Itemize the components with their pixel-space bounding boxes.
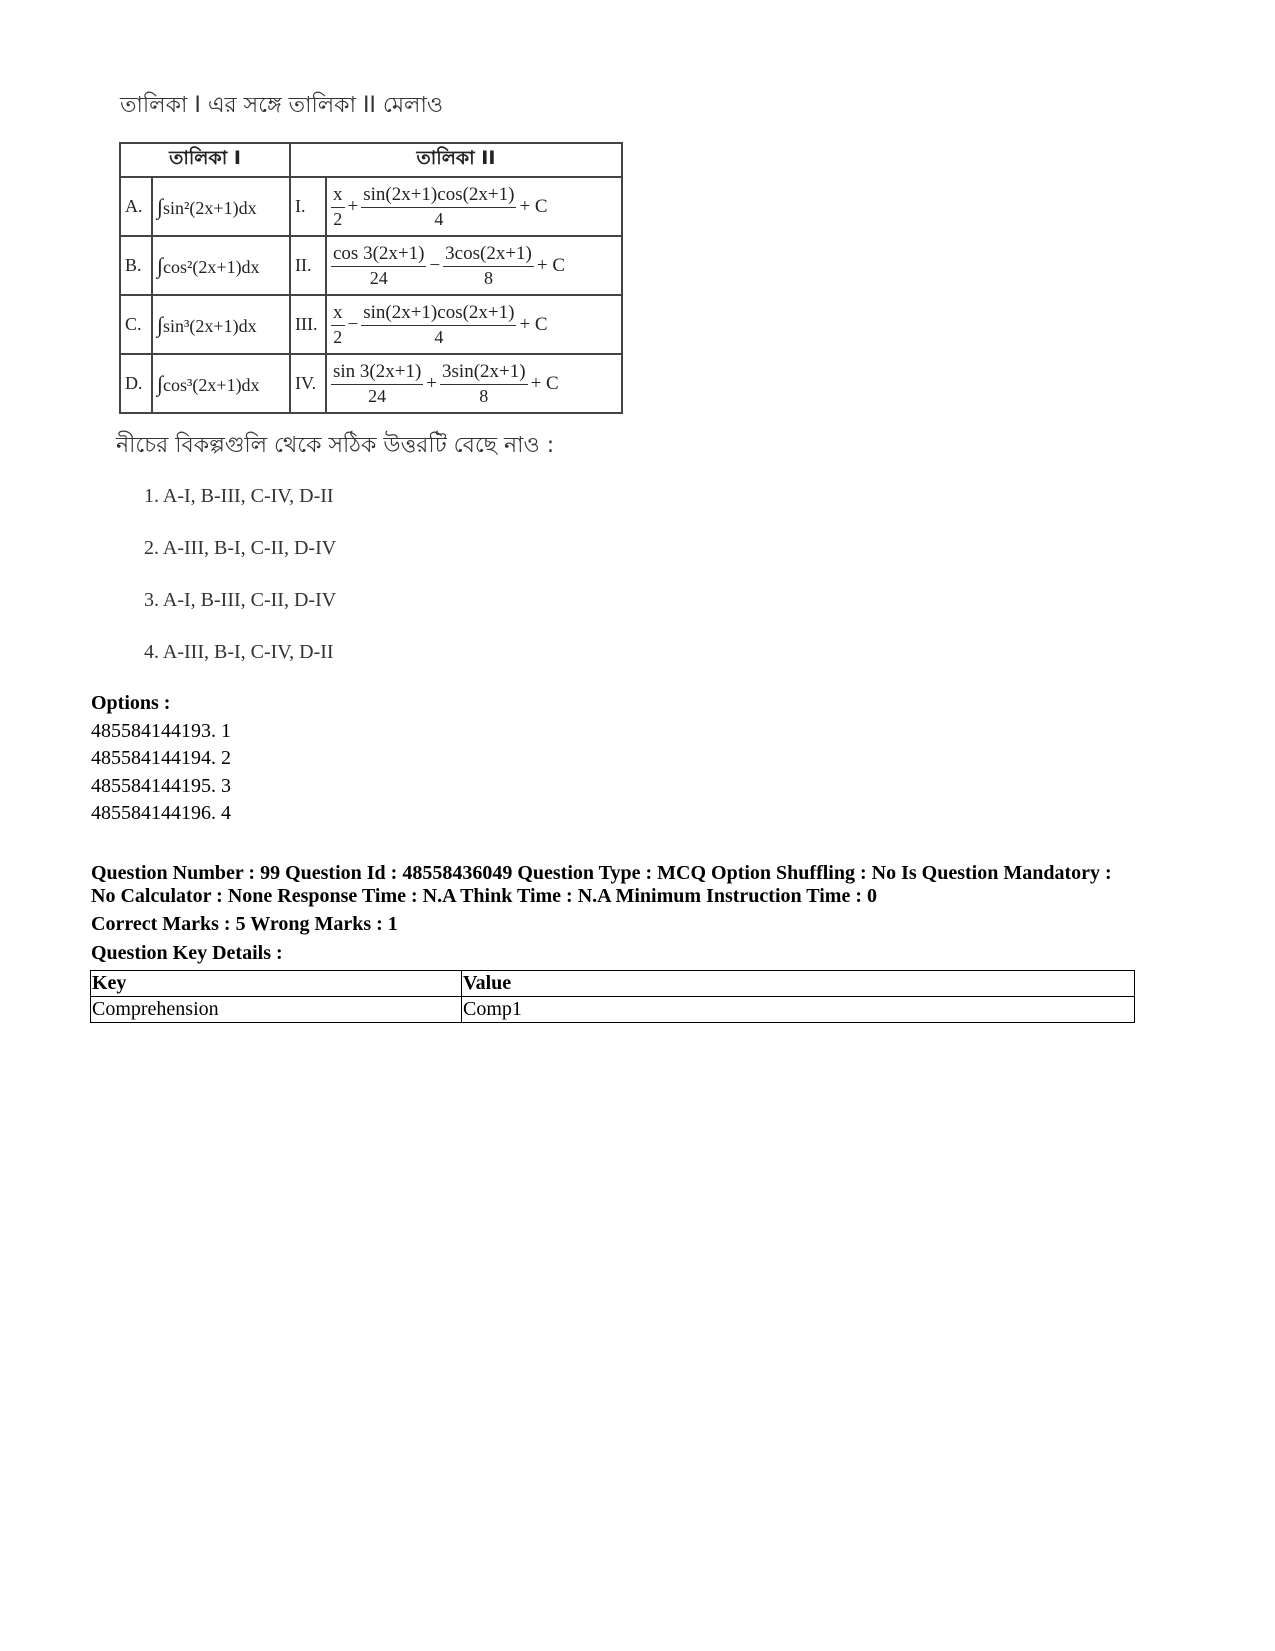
match-table-header-row: [120, 143, 622, 177]
integral-cell: [152, 236, 290, 295]
expression-cell: $\frac{x}{2}$ − $\frac{\sin(2x+1)\cos(2x+1)}{4}$ + C: [326, 295, 622, 354]
options-heading: Options :: [91, 692, 171, 714]
question-figure: [112, 80, 672, 700]
option-item: 485584144196. 4: [91, 802, 231, 824]
integral-icon: ∫: [157, 311, 164, 337]
integral-icon: ∫: [157, 370, 164, 396]
row-letter: D.: [120, 354, 152, 413]
integrand: sin³(2x+1)dx: [163, 315, 257, 336]
row-roman: II.: [290, 236, 326, 295]
choice-item: 3. A-I, B-III, C-II, D-IV: [144, 589, 337, 611]
row-roman: III.: [290, 295, 326, 354]
key-table-header-row: [91, 971, 1135, 997]
list-one-header: তালিকা I: [120, 143, 290, 177]
expression-cell: $\frac{x}{2}$ + $\frac{\sin(2x+1)\cos(2x+1)}{4}$ + C: [326, 177, 622, 236]
question-meta-line: Question Number : 99 Question Id : 48558436049 Question Type : MCQ Option Shuffling : No Is Question Mandatory :: [91, 862, 1112, 884]
list-two-header: তালিকা II: [290, 143, 622, 177]
fraction: $\frac{\sin 3(2x+1)}{24}$: [333, 361, 422, 406]
question-meta-line: No Calculator : None Response Time : N.A Think Time : N.A Minimum Instruction Time : 0: [91, 885, 877, 907]
integral-cell: [152, 295, 290, 354]
fraction: $\frac{x}{2}$: [333, 302, 343, 347]
integral-icon: ∫: [157, 193, 164, 219]
match-table-row: [120, 177, 622, 236]
fraction: $\frac{3\sin(2x+1)}{8}$: [442, 361, 526, 406]
match-table-row: [120, 354, 622, 413]
key-column-header: Key: [91, 971, 462, 997]
integral-icon: ∫: [157, 252, 164, 278]
option-item: 485584144193. 1: [91, 719, 231, 742]
row-letter: C.: [120, 295, 152, 354]
key-cell: Comprehension: [91, 997, 462, 1023]
choice-item: 4. A-III, B-I, C-IV, D-II: [144, 641, 334, 663]
row-roman: IV.: [290, 354, 326, 413]
integrand: cos²(2x+1)dx: [163, 256, 260, 277]
row-letter: A.: [120, 177, 152, 236]
select-prompt: নীচের বিকল্পগুলি থেকে সঠিক উত্তরটি বেছে নাও :: [116, 433, 555, 458]
integral-cell: [152, 177, 290, 236]
marks-line: Correct Marks : 5 Wrong Marks : 1: [91, 913, 398, 935]
expression-cell: $\frac{\sin 3(2x+1)}{24}$ + $\frac{3\sin(2x+1)}{8}$ + C: [326, 354, 622, 413]
options-block: [91, 690, 231, 828]
value-column-header: Value: [462, 971, 1135, 997]
match-table: [119, 142, 623, 414]
choice-item: 1. A-I, B-III, C-IV, D-II: [144, 485, 334, 507]
integrand: cos³(2x+1)dx: [163, 374, 260, 395]
option-item: 485584144194. 2: [91, 747, 231, 769]
match-instruction: তালিকা I এর সঙ্গে তালিকা II মেলাও: [120, 93, 444, 118]
key-details-heading: Question Key Details :: [91, 942, 283, 964]
fraction: $\frac{\cos 3(2x+1)}{24}$: [333, 243, 425, 288]
match-table-row: [120, 236, 622, 295]
fraction: $\frac{\sin(2x+1)\cos(2x+1)}{4}$: [363, 184, 515, 229]
integral-cell: [152, 354, 290, 413]
key-details-table: [90, 970, 1135, 1023]
fraction: $\frac{3\cos(2x+1)}{8}$: [445, 243, 532, 288]
value-cell: Comp1: [462, 997, 1135, 1023]
question-meta: [91, 862, 1151, 908]
integrand: sin²(2x+1)dx: [163, 197, 257, 218]
fraction: $\frac{\sin(2x+1)\cos(2x+1)}{4}$: [363, 302, 515, 347]
option-item: 485584144195. 3: [91, 774, 231, 797]
choice-item: 2. A-III, B-I, C-II, D-IV: [144, 537, 337, 559]
row-letter: B.: [120, 236, 152, 295]
fraction: $\frac{x}{2}$: [333, 184, 343, 229]
expression-cell: $\frac{\cos 3(2x+1)}{24}$ − $\frac{3\cos(2x+1)}{8}$ + C: [326, 236, 622, 295]
table-row: [91, 997, 1135, 1023]
choice-list: [144, 482, 336, 690]
row-roman: I.: [290, 177, 326, 236]
match-table-row: [120, 295, 622, 354]
